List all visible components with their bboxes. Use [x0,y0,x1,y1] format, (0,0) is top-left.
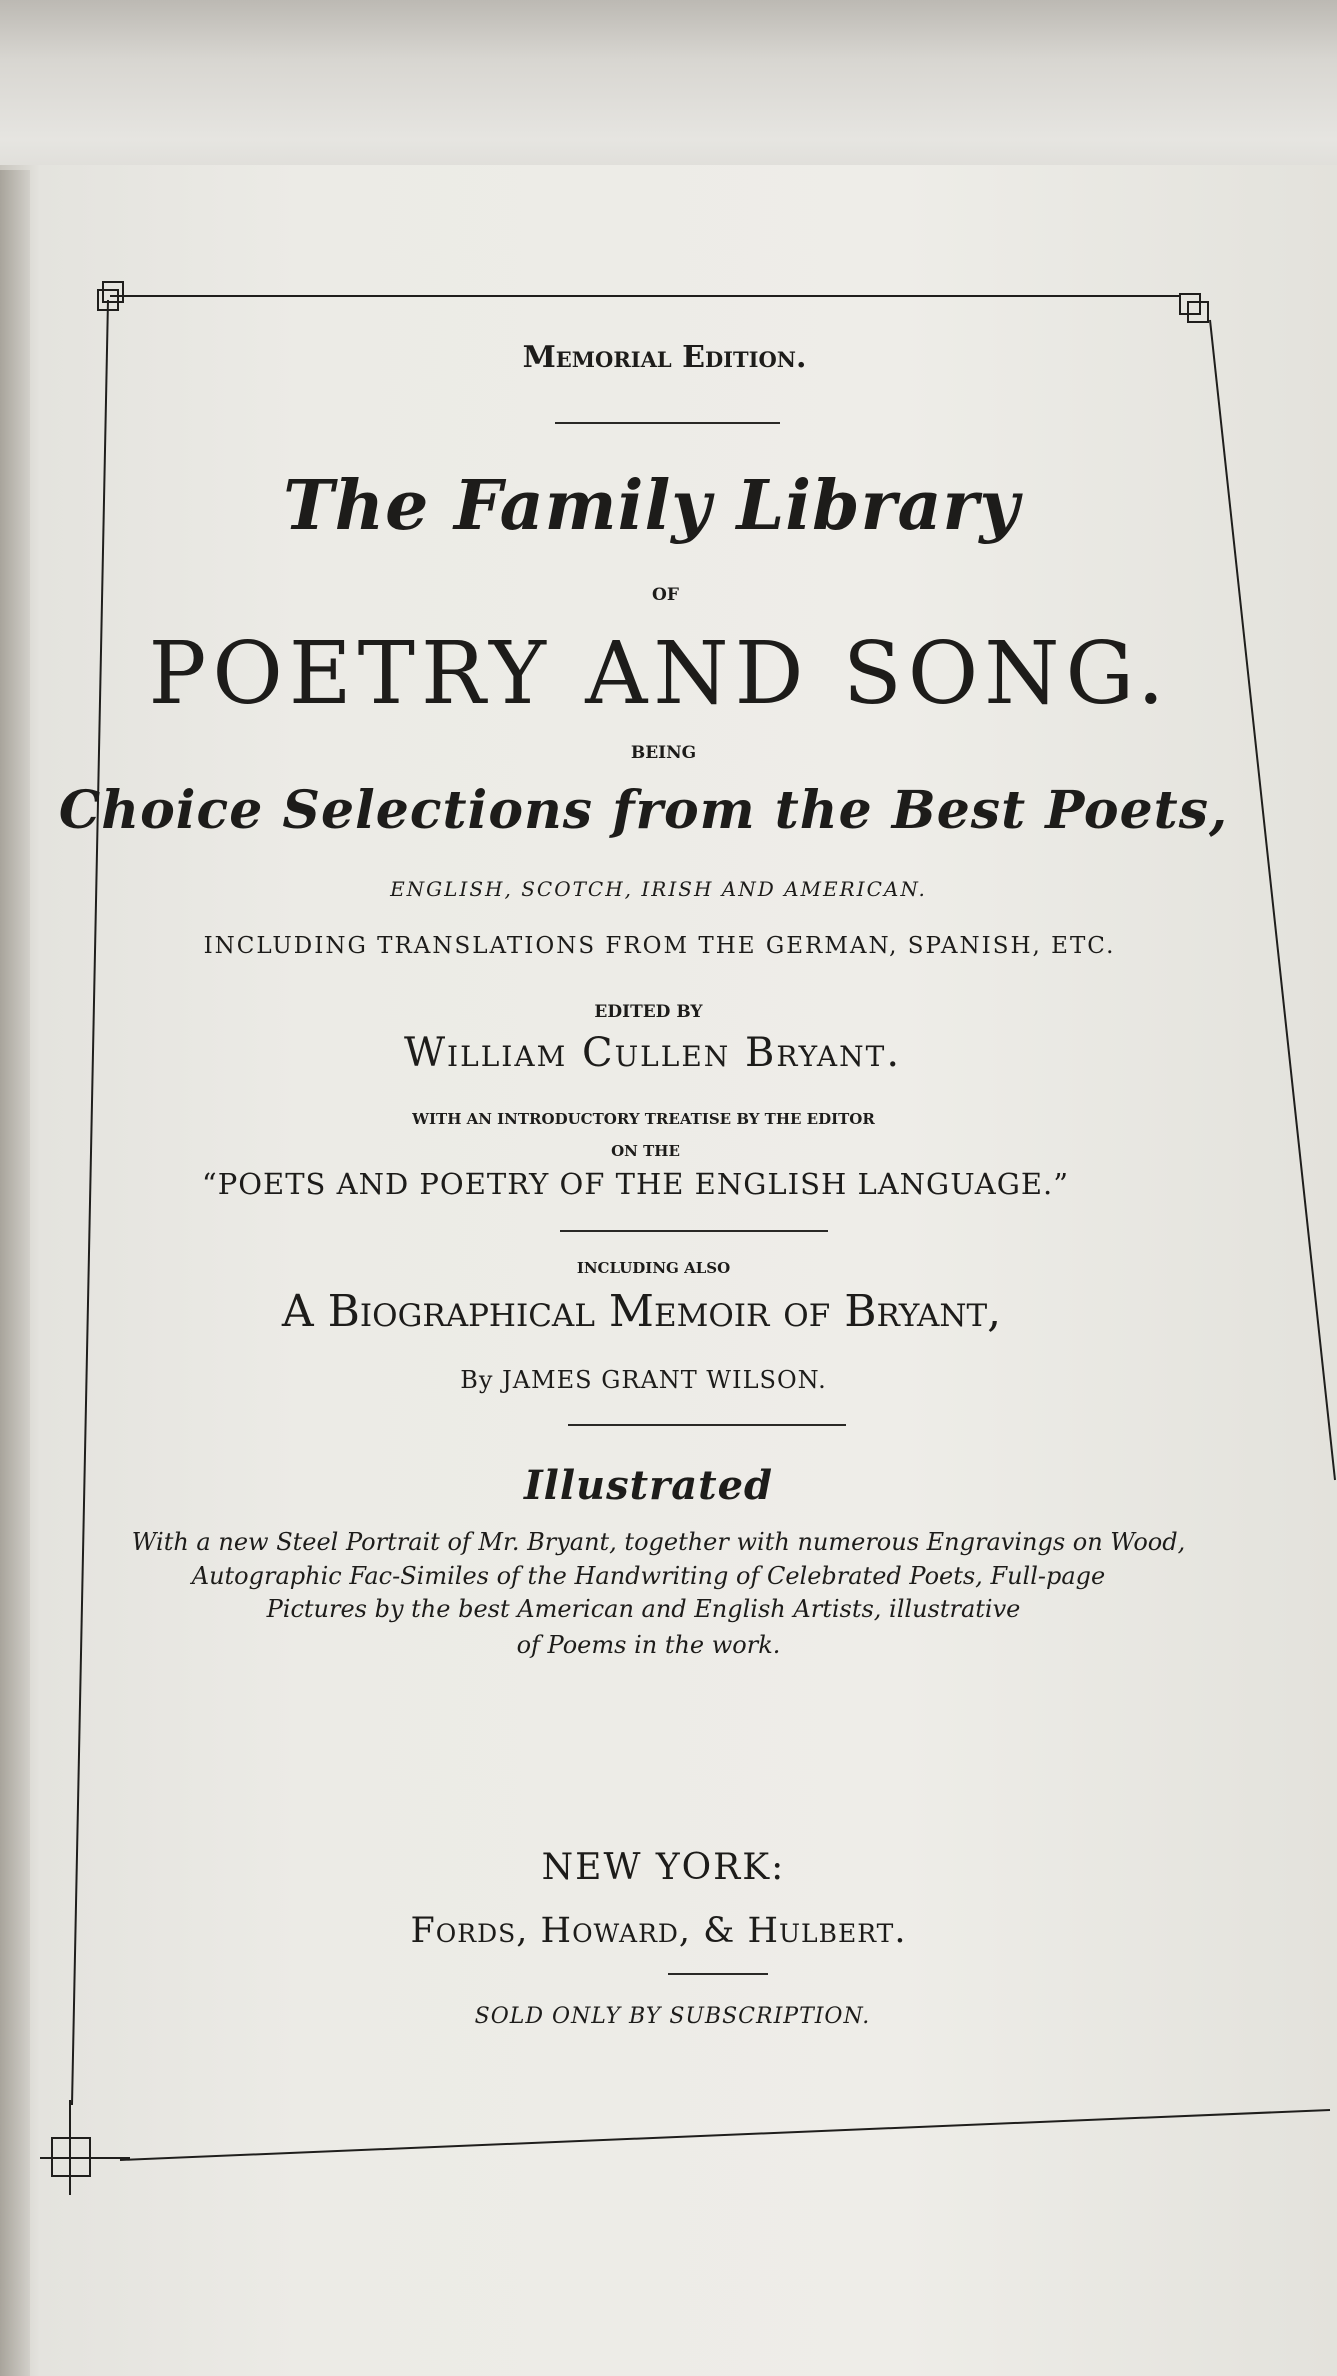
treatise-line: WITH AN INTRODUCTORY TREATISE BY THE EDITOR [412,1110,875,1128]
memoir-author: By JAMES GRANT WILSON. [460,1366,827,1394]
including-also-label: INCLUDING ALSO [576,1259,731,1277]
translations-line: INCLUDING TRANSLATIONS FROM THE GERMAN, SPANISH, ETC. [203,933,1116,959]
city-line: NEW YORK: [541,1847,786,1888]
being-label: BEING [630,743,697,763]
divider-short [668,1973,768,1975]
illustrated-heading: Illustrated [523,1462,774,1509]
illustrations-line-3: Pictures by the best American and English Artists, illustrative [266,1595,1021,1623]
divider-rule-2 [568,1424,846,1426]
origins-line: ENGLISH, SCOTCH, IRISH AND AMERICAN. [390,877,927,901]
illustrations-line-2: Autographic Fac-Similes of the Handwriting of Celebrated Poets, Full-page [191,1562,1106,1590]
subtitle: Choice Selections from the Best Poets, [58,780,1229,841]
illustrations-line-4: of Poems in the work. [516,1631,781,1659]
publisher-line: Fords, Howard, & Hulbert. [410,1911,907,1951]
on-the-label: ON THE [611,1142,680,1160]
treatise-title: “POETS AND POETRY OF THE ENGLISH LANGUAGE.” [201,1167,1070,1201]
illustrations-line-1: With a new Steel Portrait of Mr. Bryant, together with numerous Engravings on Wood, [131,1528,1186,1556]
divider-rule [560,1230,828,1232]
of-label: OF [652,585,679,605]
editor-name: William Cullen Bryant. [403,1030,902,1076]
sold-line: SOLD ONLY BY SUBSCRIPTION. [474,2004,871,2029]
memoir-title: A Biographical Memoir of Bryant, [281,1286,1002,1337]
main-title: POETRY AND SONG. [148,624,1171,724]
edition-label: Memorial Edition. [522,340,807,375]
divider-ornament [555,422,780,424]
edited-by-label: EDITED BY [594,1002,703,1022]
series-title: The Family Library [283,466,1020,546]
